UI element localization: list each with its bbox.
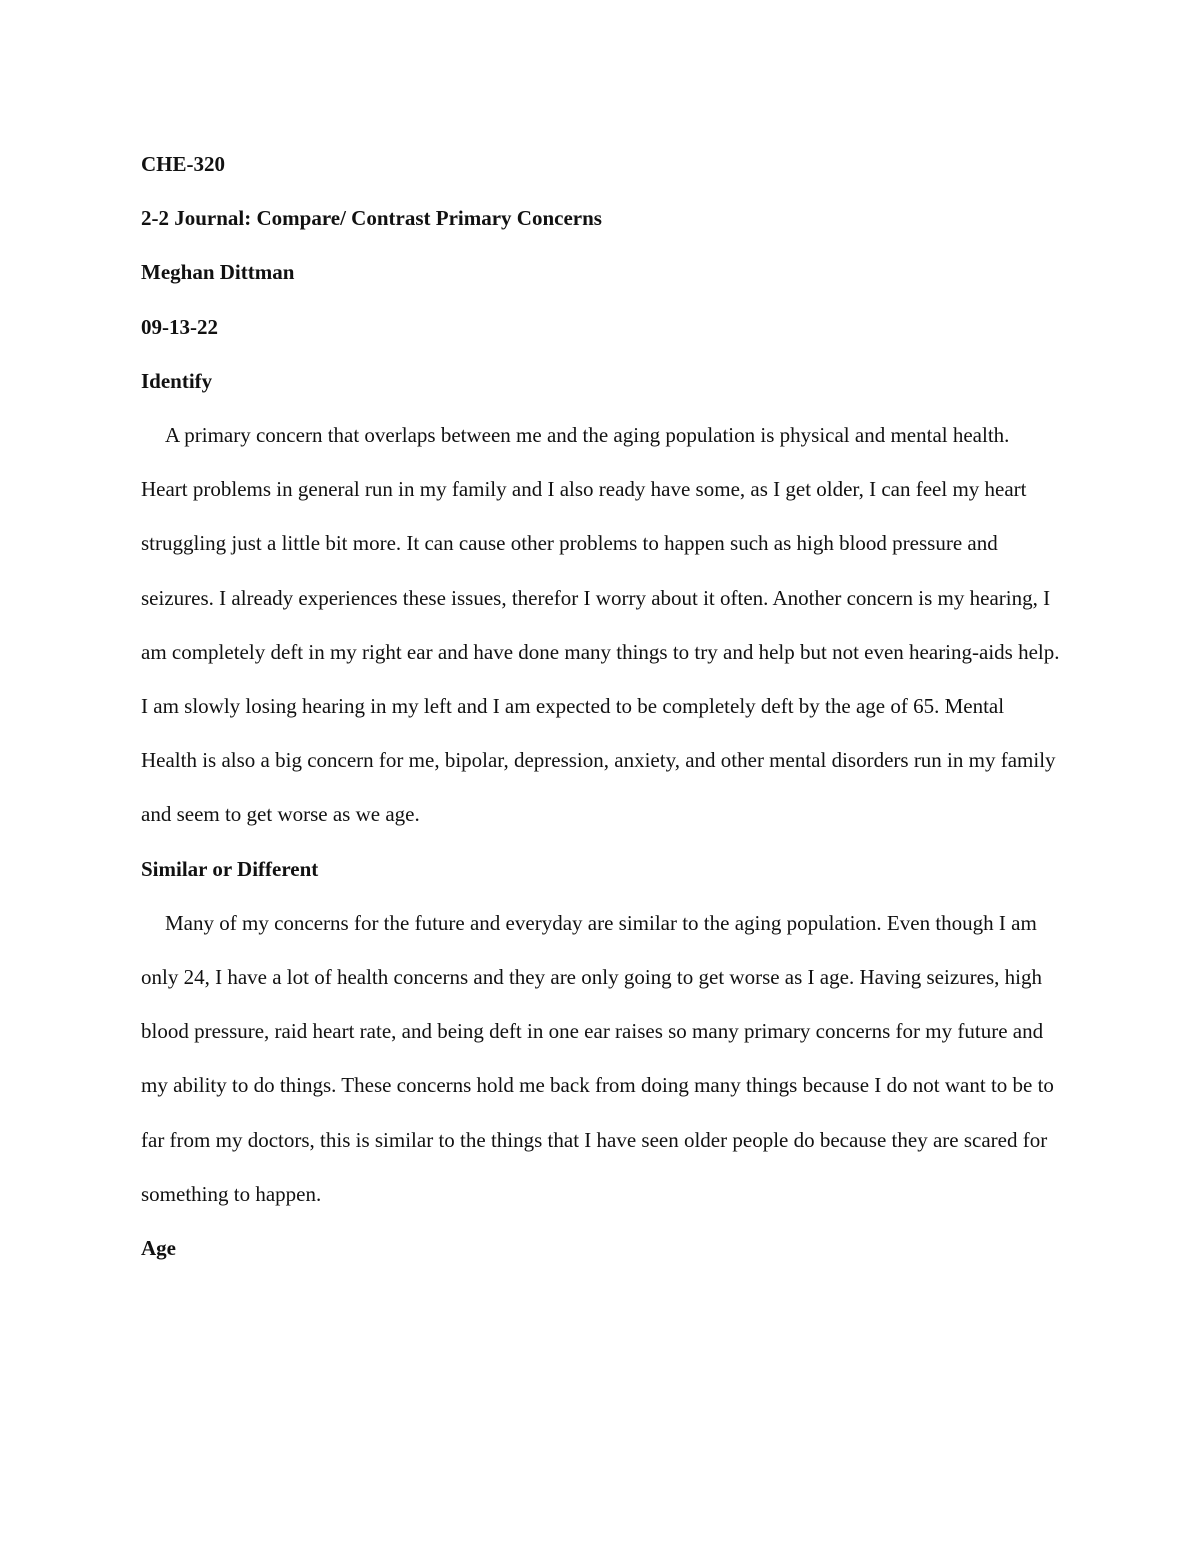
- section-heading-identify: Identify: [141, 368, 213, 393]
- assignment-title: 2-2 Journal: Compare/ Contrast Primary Concerns: [141, 206, 602, 231]
- section-body-similar-or-different: Many of my concerns for the future and everyday are similar to the aging population. Even though I am only 24, I have a lot of health concerns and they are only going to get worse as I age. Having seizures, high blood pressure, raid heart rate, and being deft in one ear raises so many primary concerns for my future and my ability to do things. These concerns hold me back from doing many things because I do not want to be to far from my doctors, this is similar to the things that I have seen older people do because they are scared for something to happen.: [141, 910, 1054, 1206]
- author-name: Meghan Dittman: [141, 260, 295, 285]
- section-body-identify: A primary concern that overlaps between me and the aging population is physical and mental health. Heart problems in general run in my family and I also ready have some, as I get older, I can feel my heart struggling just a little bit more. It can cause other problems to happen such as high blood pressure and seizures. I already experiences these issues, therefor I worry about it often. Another concern is my hearing, I am completely deft in my right ear and have done many things to try and help but not even hearing-aids help. I am slowly losing hearing in my left and I am expected to be completely deft by the age of 65. Mental Health is also a big concern for me, bipolar, depression, anxiety, and other mental disorders run in my family and seem to get worse as we age.: [141, 423, 1060, 827]
- document-content: [141, 137, 1061, 1275]
- document-date: 09-13-22: [141, 314, 218, 339]
- section-heading-age: Age: [141, 1236, 176, 1261]
- section-heading-similar-or-different: Similar or Different: [141, 856, 319, 881]
- course-code: CHE-320: [141, 152, 225, 176]
